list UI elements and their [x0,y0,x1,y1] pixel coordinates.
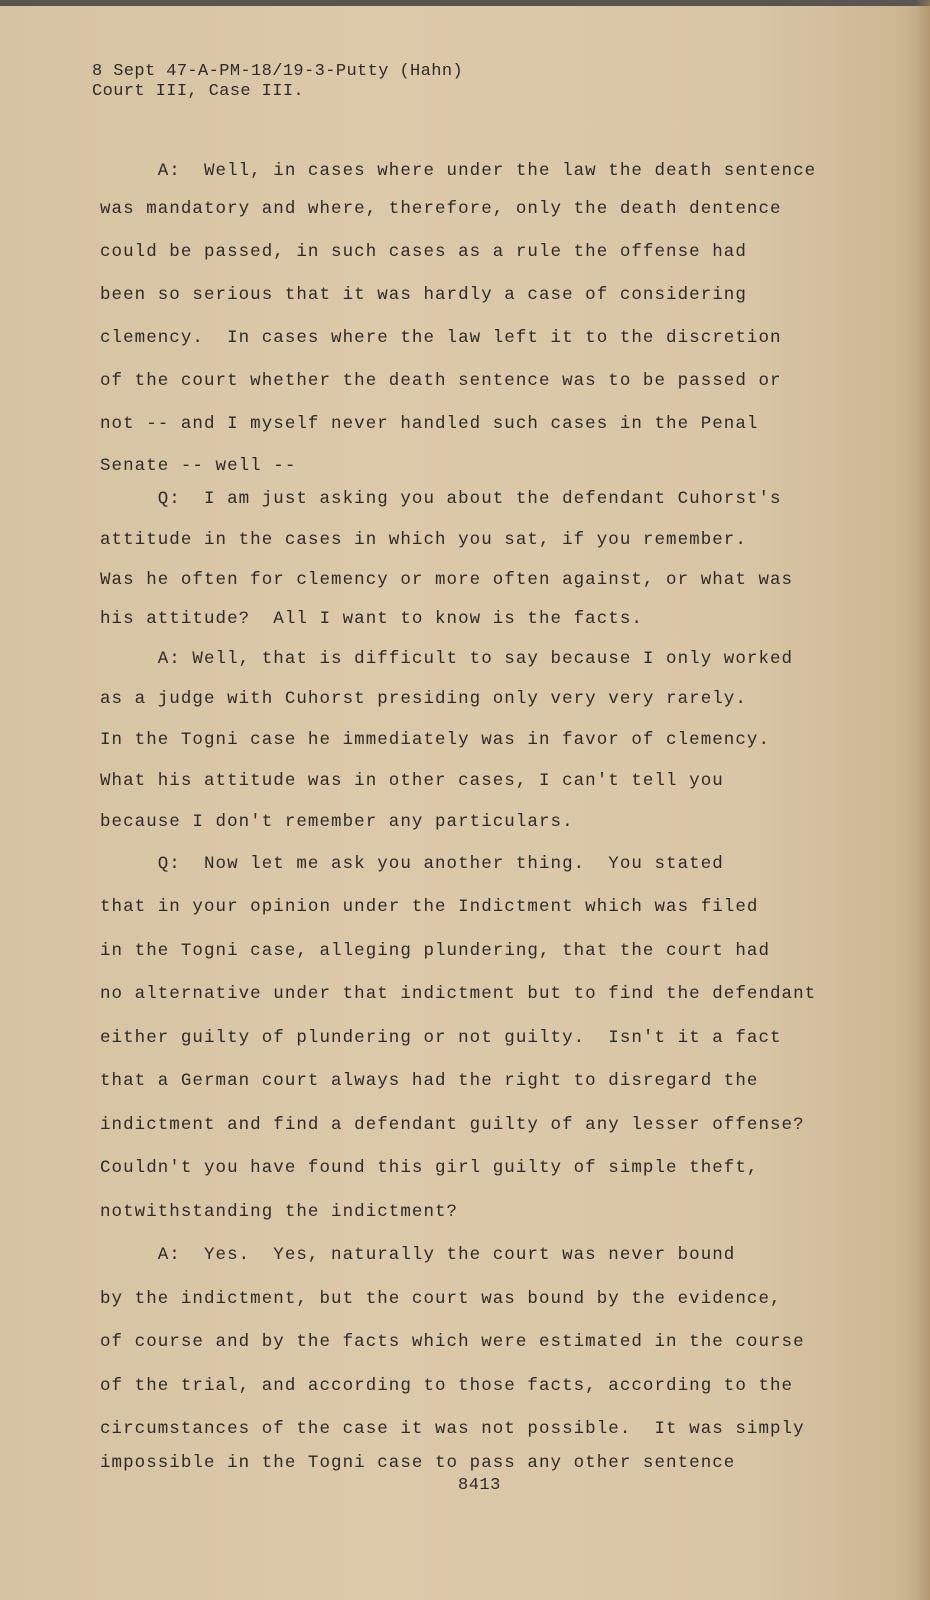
transcript-line: notwithstanding the indictment? [100,1202,459,1222]
transcript-line: been so serious that it was hardly a case of considering [100,285,747,305]
transcript-line: Was he often for clemency or more often against, or what was [100,570,794,590]
page-top-edge [0,0,930,6]
transcript-line: that a German court always had the right to disregard the [100,1071,759,1091]
transcript-line: attitude in the cases in which you sat, if you remember. [100,530,747,550]
page-right-edge [916,0,930,1600]
transcript-line: either guilty of plundering or not guilty. Isn't it a fact [100,1028,782,1048]
transcript-line: indictment and find a defendant guilty of any lesser offense? [100,1115,805,1135]
transcript-line: Senate -- well -- [100,456,297,476]
transcript-line: his attitude? All I want to know is the facts. [100,609,643,629]
transcript-line: not -- and I myself never handled such cases in the Penal [100,414,759,434]
header-session-line: 8 Sept 47-A-PM-18/19-3-Putty (Hahn) [92,62,464,81]
transcript-line: Q: I am just asking you about the defendant Cuhorst's [100,489,782,509]
transcript-line: because I don't remember any particulars. [100,812,574,832]
transcript-line: A: Well, that is difficult to say because I only worked [100,649,794,669]
header-court-line: Court III, Case III. [92,82,305,101]
transcript-line: no alternative under that indictment but to find the defendant [100,984,817,1004]
transcript-line: in the Togni case, alleging plundering, that the court had [100,941,770,961]
transcript-line: as a judge with Cuhorst presiding only very very rarely. [100,689,747,709]
transcript-line: Q: Now let me ask you another thing. You stated [100,854,724,874]
transcript-line: impossible in the Togni case to pass any other sentence [100,1453,736,1473]
document-header [92,62,463,102]
transcript-line: was mandatory and where, therefore, only the death dentence [100,199,782,219]
transcript-line: Couldn't you have found this girl guilty of simple theft, [100,1158,759,1178]
transcript-line: that in your opinion under the Indictment which was filed [100,897,759,917]
transcript-line: What his attitude was in other cases, I can't tell you [100,771,724,791]
transcript-line: could be passed, in such cases as a rule the offense had [100,242,747,262]
transcript-line: by the indictment, but the court was bound by the evidence, [100,1289,782,1309]
transcript-line: of the court whether the death sentence was to be passed or [100,371,782,391]
transcript-line: circumstances of the case it was not possible. It was simply [100,1419,805,1439]
transcript-line: A: Yes. Yes, naturally the court was never bound [100,1245,736,1265]
transcript-line: clemency. In cases where the law left it to the discretion [100,328,782,348]
transcript-line: of course and by the facts which were estimated in the course [100,1332,805,1352]
transcript-line: of the trial, and according to those facts, according to the [100,1376,794,1396]
transcript-line: A: Well, in cases where under the law the death sentence [100,161,817,181]
page-number: 8413 [458,1476,501,1495]
transcript-line: In the Togni case he immediately was in favor of clemency. [100,730,770,750]
